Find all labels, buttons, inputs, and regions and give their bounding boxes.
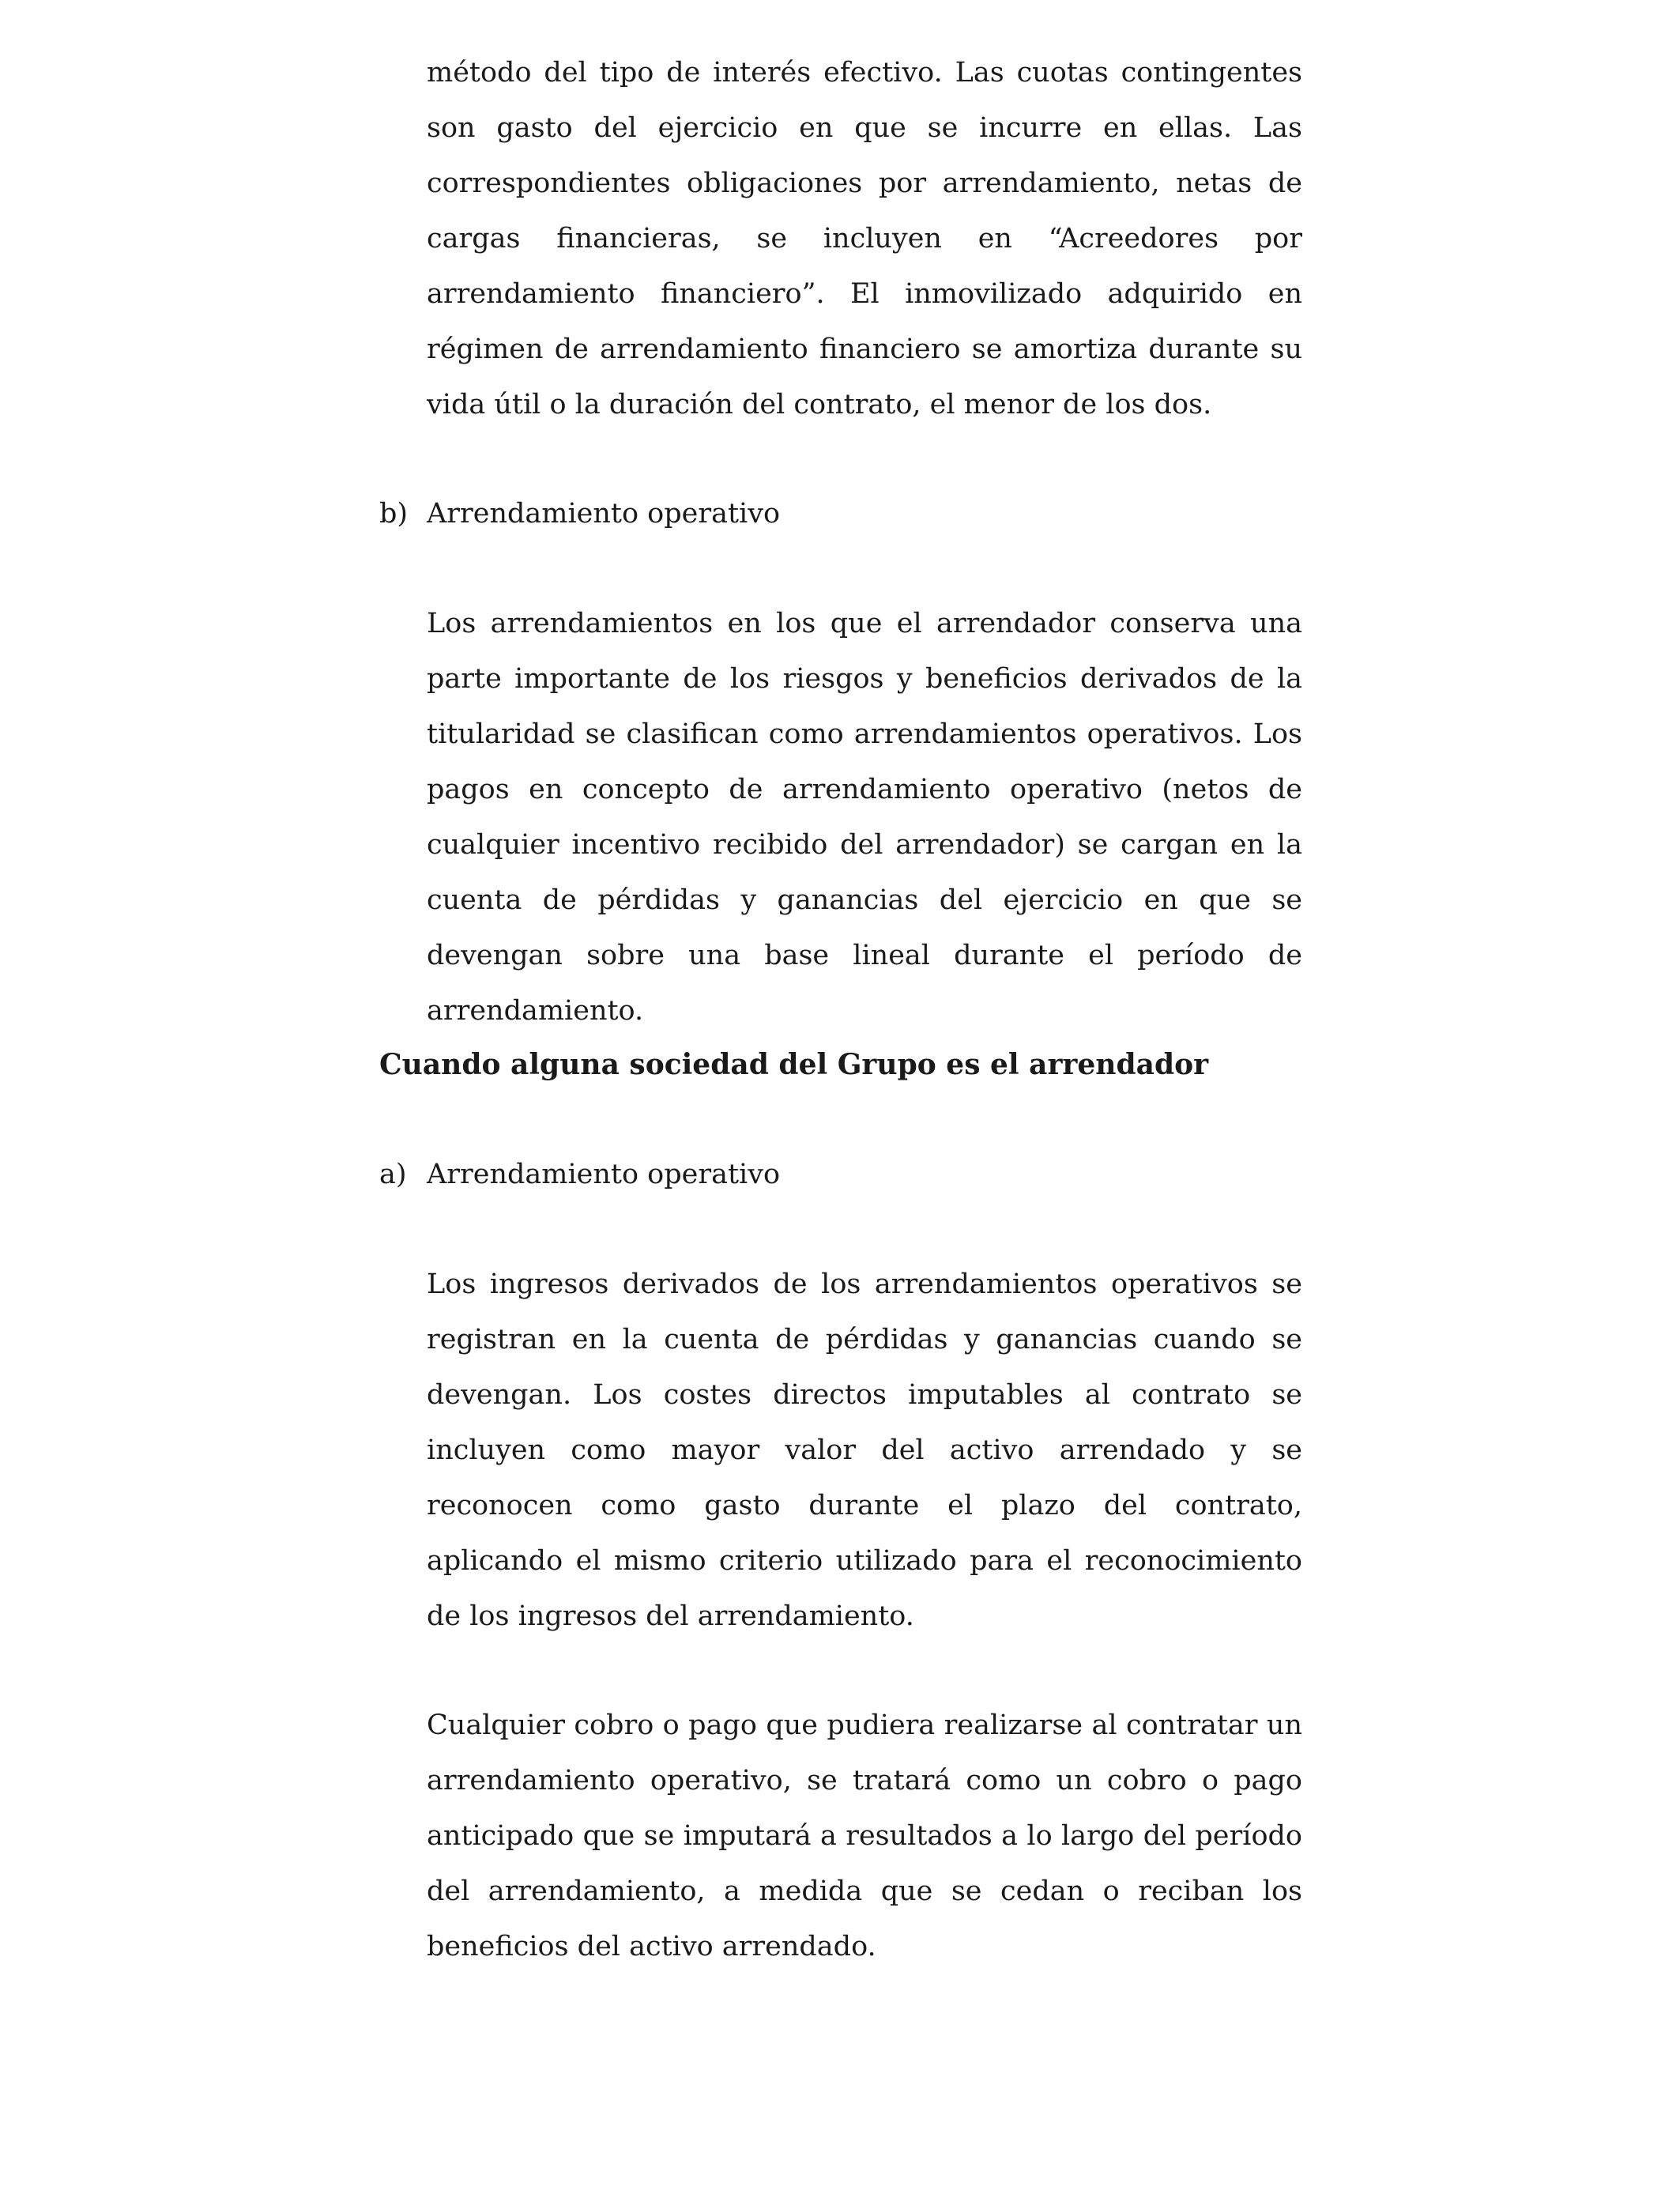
list-marker-a: a): [379, 1159, 407, 1190]
section-heading-lessor: Cuando alguna sociedad del Grupo es el arrendador: [379, 1048, 1209, 1081]
list-item-a: [379, 1147, 780, 1202]
list-item-b: [379, 486, 780, 541]
paragraph-lessee-operating-lease: Los arrendamientos en los que el arrendador conserva una parte importante de los riesgos y beneficios derivados de la titularidad se clasifican como arrendamientos operativos. Los pagos en concepto de arrendamiento operativo (netos de cualquier incentivo recibido del arrendador) se cargan en la cuenta de pérdidas y ganancias del ejercicio en que se devengan sobre una base lineal durante el período de arrendamiento.: [427, 608, 1302, 1027]
list-item-a-label: Arrendamiento operativo: [427, 1159, 781, 1190]
paragraph-lessor-operating-income: Los ingresos derivados de los arrendamientos operativos se registran en la cuenta de pérdidas y ganancias cuando se devengan. Los costes directos imputables al contrato se incluyen como mayor valor del activo arrendado y se reconocen como gasto durante el plazo del contrato, aplicando el mismo criterio utilizado para el reconocimiento de los ingresos del arrendamiento.: [427, 1269, 1302, 1632]
paragraph-lessor-advance-payments: Cualquier cobro o pago que pudiera realizarse al contratar un arrendamiento operativo, se tratará como un cobro o pago anticipado que se imputará a resultados a lo largo del período del arrendamiento, a medida que se cedan o reciban los beneficios del activo arrendado.: [427, 1710, 1302, 1962]
list-item-b-label: Arrendamiento operativo: [427, 498, 781, 530]
list-marker-b: b): [379, 498, 409, 530]
paragraph-finance-lease-continuation: método del tipo de interés efectivo. Las cuotas contingentes son gasto del ejercicio en que se incurre en ellas. Las correspondientes obligaciones por arrendamiento, netas de cargas financieras, se incluyen en “Acreedores por arrendamiento financiero”. El inmovilizado adquirido en régimen de arrendamiento financiero se amortiza durante su vida útil o la duración del contrato, el menor de los dos.: [427, 57, 1302, 420]
